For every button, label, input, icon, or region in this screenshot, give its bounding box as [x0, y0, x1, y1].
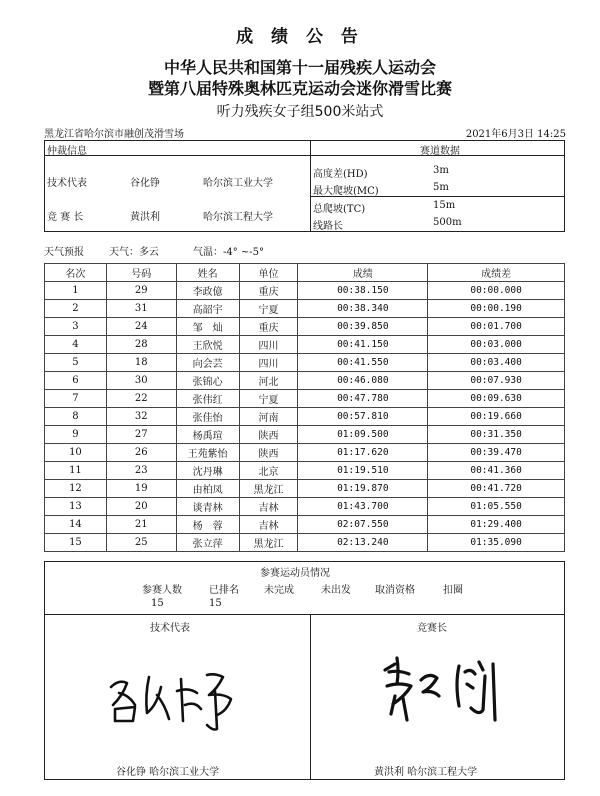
- unit-cell: 宁夏: [239, 390, 298, 408]
- name-cell: 王欣悦: [176, 336, 239, 354]
- unit-cell: 黑龙江: [239, 480, 298, 498]
- name-cell: 张立萍: [176, 534, 239, 552]
- name-cell: 张锦心: [176, 372, 239, 390]
- signature-left-footer: 谷化铮 哈尔滨工业大学: [116, 767, 220, 778]
- unit-cell: 宁夏: [239, 300, 298, 318]
- time-cell: 01:19.870: [298, 480, 428, 498]
- name-cell: 向会芸: [176, 354, 239, 372]
- time-cell: 00:39.850: [298, 318, 428, 336]
- col-header-rank: 名次: [45, 264, 107, 282]
- unit-cell: 四川: [239, 354, 298, 372]
- signature-left-image: [105, 665, 245, 735]
- gap-cell: 00:41.360: [428, 462, 565, 480]
- results-header-row: [45, 264, 565, 282]
- time-cell: 00:38.340: [298, 300, 428, 318]
- time-cell: 00:41.550: [298, 354, 428, 372]
- participation-label: 未完成: [264, 585, 294, 596]
- unit-cell: 陕西: [239, 426, 298, 444]
- table-row: [45, 336, 565, 354]
- weather-label: 天气预报: [44, 247, 84, 258]
- officials-header: 仲裁信息: [47, 146, 87, 157]
- official-role: 竞 赛 长: [47, 212, 84, 223]
- unit-cell: 北京: [239, 462, 298, 480]
- participation-label: 未出发: [321, 585, 351, 596]
- signature-left-title: 技术代表: [150, 623, 190, 634]
- results-table: [44, 263, 565, 552]
- time-cell: 00:38.150: [298, 282, 428, 300]
- official-name: 黄洪利: [130, 212, 160, 223]
- participation-label: 参赛人数: [142, 585, 182, 596]
- col-header-gap: 成绩差: [428, 264, 565, 282]
- signature-divider-vertical: [310, 614, 311, 780]
- col-header-time: 成绩: [298, 264, 428, 282]
- signature-right-footer: 黄洪利 哈尔滨工程大学: [374, 767, 478, 778]
- bib-cell: 25: [106, 534, 176, 552]
- col-header-bib: 号码: [106, 264, 176, 282]
- table-row: [45, 408, 565, 426]
- gap-cell: 00:09.630: [428, 390, 565, 408]
- table-row: [45, 318, 565, 336]
- temperature-text: 气温：-4° ~-5°: [193, 247, 265, 258]
- time-cell: 00:46.080: [298, 372, 428, 390]
- time-cell: 00:41.150: [298, 336, 428, 354]
- weather-text: 天气：多云: [109, 247, 159, 258]
- info-header-divider: [44, 155, 565, 156]
- table-row: [45, 444, 565, 462]
- rank-cell: 15: [45, 534, 107, 552]
- gap-cell: 01:05.550: [428, 498, 565, 516]
- name-cell: 由柏凤: [176, 480, 239, 498]
- bib-cell: 24: [106, 318, 176, 336]
- name-cell: 邹 灿: [176, 318, 239, 336]
- time-cell: 01:43.700: [298, 498, 428, 516]
- rank-cell: 1: [45, 282, 107, 300]
- rank-cell: 11: [45, 462, 107, 480]
- datetime: 2021年6月3日 14:25: [465, 129, 566, 140]
- participation-label: 扣圈: [443, 585, 463, 596]
- col-header-name: 姓名: [176, 264, 239, 282]
- official-name: 谷化铮: [130, 178, 160, 189]
- document-title: 成 绩 公 告: [236, 27, 364, 47]
- name-cell: 张伟红: [176, 390, 239, 408]
- unit-cell: 吉林: [239, 498, 298, 516]
- bib-cell: 28: [106, 336, 176, 354]
- bib-cell: 31: [106, 300, 176, 318]
- rank-cell: 14: [45, 516, 107, 534]
- time-cell: 01:19.510: [298, 462, 428, 480]
- rank-cell: 12: [45, 480, 107, 498]
- rank-cell: 5: [45, 354, 107, 372]
- course-label: 最大爬坡(MC): [313, 186, 379, 197]
- gap-cell: 00:19.660: [428, 408, 565, 426]
- table-row: [45, 390, 565, 408]
- time-cell: 02:07.550: [298, 516, 428, 534]
- participation-value: 15: [209, 598, 222, 609]
- bib-cell: 20: [106, 498, 176, 516]
- unit-cell: 陕西: [239, 444, 298, 462]
- rank-cell: 2: [45, 300, 107, 318]
- bib-cell: 26: [106, 444, 176, 462]
- rank-cell: 7: [45, 390, 107, 408]
- bib-cell: 22: [106, 390, 176, 408]
- course-label: 总爬坡(TC): [313, 204, 366, 215]
- course-value: 500m: [433, 217, 462, 228]
- bib-cell: 18: [106, 354, 176, 372]
- participation-value: 15: [151, 598, 164, 609]
- table-row: [45, 426, 565, 444]
- gap-cell: 00:01.700: [428, 318, 565, 336]
- name-cell: 沈丹琳: [176, 462, 239, 480]
- course-value: 3m: [433, 165, 449, 176]
- unit-cell: 河北: [239, 372, 298, 390]
- event-category: 听力残疾女子组500米站式: [216, 104, 384, 120]
- rank-cell: 4: [45, 336, 107, 354]
- bib-cell: 27: [106, 426, 176, 444]
- bib-cell: 19: [106, 480, 176, 498]
- rank-cell: 9: [45, 426, 107, 444]
- gap-cell: 00:39.470: [428, 444, 565, 462]
- table-row: [45, 372, 565, 390]
- participation-label: 取消资格: [375, 585, 415, 596]
- name-cell: 杨 蓉: [176, 516, 239, 534]
- gap-cell: 00:03.400: [428, 354, 565, 372]
- time-cell: 01:17.620: [298, 444, 428, 462]
- bib-cell: 32: [106, 408, 176, 426]
- official-org: 哈尔滨工程大学: [203, 212, 273, 223]
- participation-label: 已排名: [209, 585, 239, 596]
- event-title-line2: 暨第八届特殊奥林匹克运动会迷你滑雪比赛: [147, 79, 452, 98]
- gap-cell: 00:00.190: [428, 300, 565, 318]
- gap-cell: 00:03.000: [428, 336, 565, 354]
- unit-cell: 重庆: [239, 318, 298, 336]
- participation-header: 参赛运动员情况: [260, 568, 330, 579]
- table-row: [45, 498, 565, 516]
- name-cell: 王苑紫怡: [176, 444, 239, 462]
- info-divider-vertical: [310, 140, 311, 232]
- bib-cell: 30: [106, 372, 176, 390]
- time-cell: 01:09.500: [298, 426, 428, 444]
- gap-cell: 00:31.350: [428, 426, 565, 444]
- time-cell: 00:57.810: [298, 408, 428, 426]
- unit-cell: 河南: [239, 408, 298, 426]
- participation-divider: [44, 614, 565, 615]
- bib-cell: 23: [106, 462, 176, 480]
- table-row: [45, 480, 565, 498]
- signature-right-image: [375, 650, 515, 735]
- bib-cell: 29: [106, 282, 176, 300]
- info-box: [44, 140, 565, 232]
- course-value: 5m: [433, 182, 449, 193]
- official-org: 哈尔滨工业大学: [203, 178, 273, 189]
- table-row: [45, 516, 565, 534]
- unit-cell: 黑龙江: [239, 534, 298, 552]
- course-header: 赛道数据: [420, 146, 460, 157]
- name-cell: 张佳怡: [176, 408, 239, 426]
- gap-cell: 00:41.720: [428, 480, 565, 498]
- col-header-unit: 单位: [239, 264, 298, 282]
- time-cell: 02:13.240: [298, 534, 428, 552]
- name-cell: 李政億: [176, 282, 239, 300]
- gap-cell: 00:07.930: [428, 372, 565, 390]
- official-role: 技术代表: [47, 178, 87, 189]
- venue: 黑龙江省哈尔滨市融创茂滑雪场: [44, 129, 184, 140]
- rank-cell: 10: [45, 444, 107, 462]
- course-label: 高度差(HD): [313, 169, 368, 180]
- time-cell: 00:47.780: [298, 390, 428, 408]
- rank-cell: 13: [45, 498, 107, 516]
- course-value: 15m: [433, 200, 456, 211]
- bib-cell: 21: [106, 516, 176, 534]
- table-row: [45, 354, 565, 372]
- rank-cell: 6: [45, 372, 107, 390]
- course-label: 线路长: [313, 221, 343, 232]
- table-row: [45, 462, 565, 480]
- unit-cell: 重庆: [239, 282, 298, 300]
- gap-cell: 00:00.000: [428, 282, 565, 300]
- table-row: [45, 534, 565, 552]
- name-cell: 谈青林: [176, 498, 239, 516]
- rank-cell: 8: [45, 408, 107, 426]
- name-cell: 高韶宇: [176, 300, 239, 318]
- name-cell: 杨禹瑄: [176, 426, 239, 444]
- unit-cell: 吉林: [239, 516, 298, 534]
- gap-cell: 01:35.090: [428, 534, 565, 552]
- rank-cell: 3: [45, 318, 107, 336]
- gap-cell: 01:29.400: [428, 516, 565, 534]
- event-title-line1: 中华人民共和国第十一届残疾人运动会: [163, 58, 436, 77]
- table-row: [45, 282, 565, 300]
- table-row: [45, 300, 565, 318]
- signature-right-title: 竞赛长: [417, 623, 447, 634]
- unit-cell: 四川: [239, 336, 298, 354]
